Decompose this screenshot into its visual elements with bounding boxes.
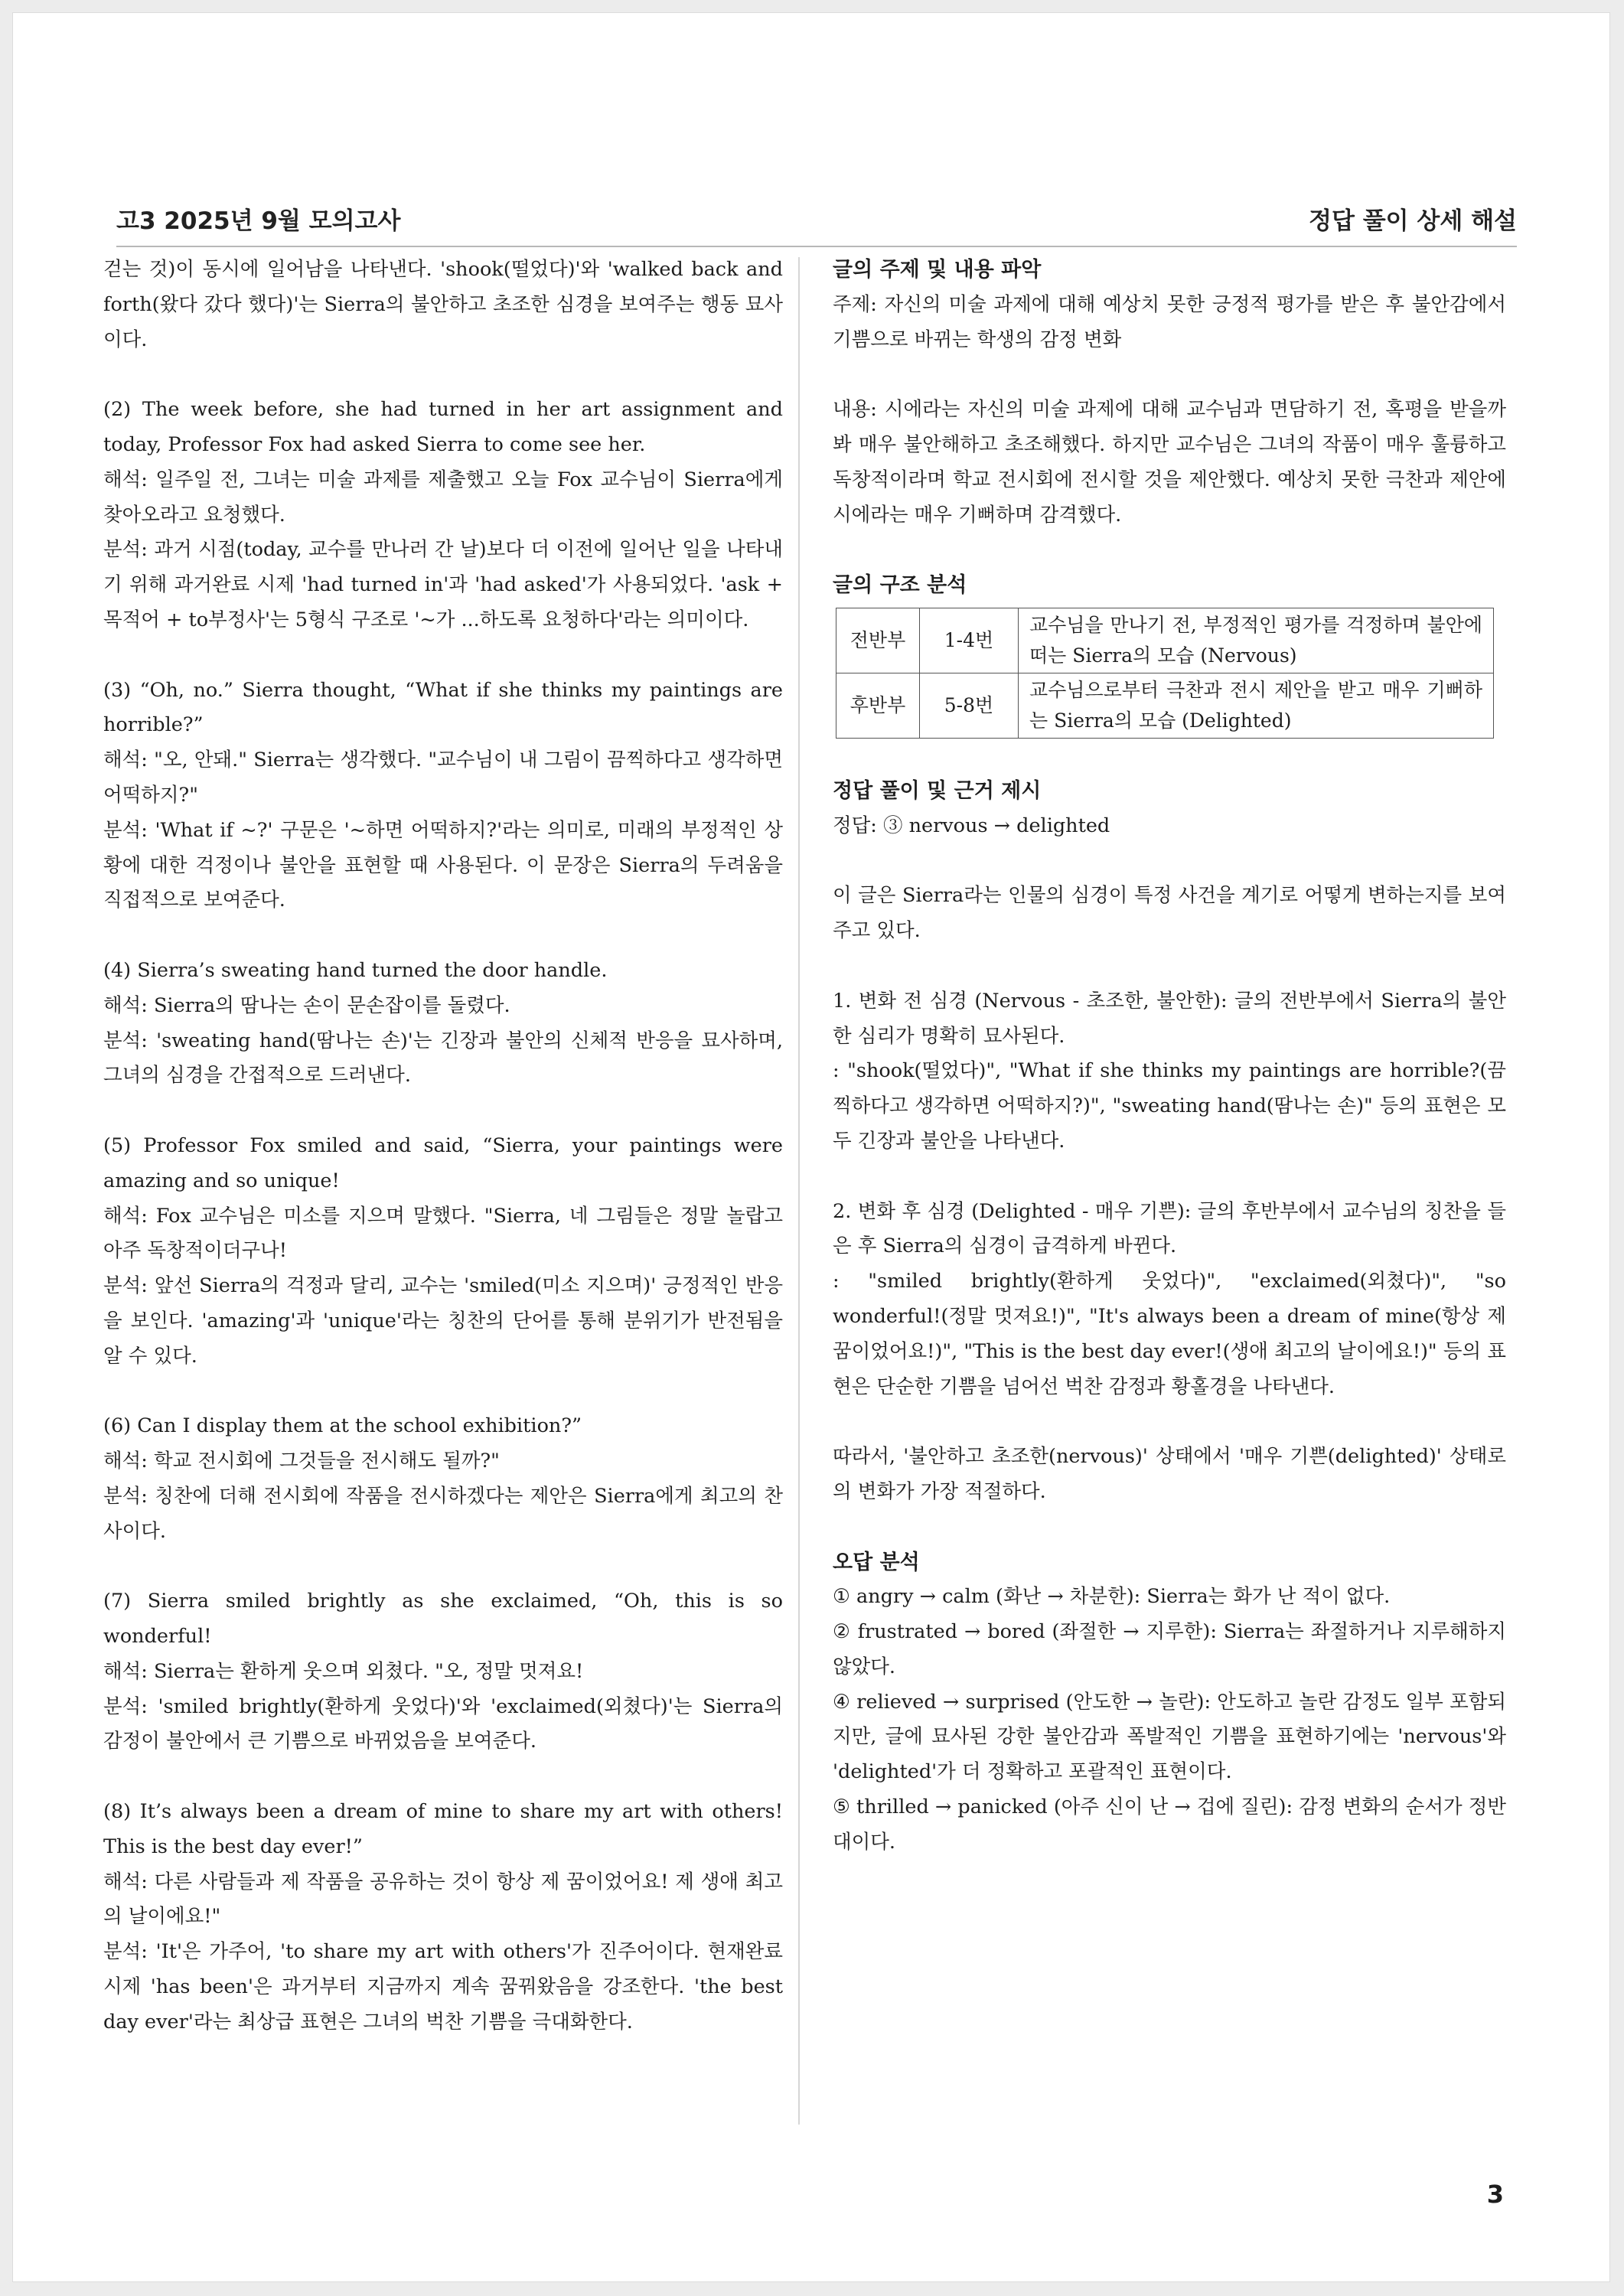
section-heading: 정답 풀이 및 근거 제시 [833, 778, 1042, 803]
translation: 해석: Sierra는 환하게 웃으며 외쳤다. "오, 정말 멋져요! [103, 1659, 584, 1683]
translation: 해석: 일주일 전, 그녀는 미술 과제를 제출했고 오늘 Fox 교수님이 Sierra에게 찾아오라고 요청했다. [103, 468, 783, 527]
table-cell-desc: 교수님을 만나기 전, 부정적인 평가를 걱정하며 불안에 떠는 Sierra의 모습 (Nervous) [1019, 608, 1494, 673]
content-section [833, 393, 1506, 533]
conclusion-text: 따라서, '불안하고 초조한(nervous)' 상태에서 '매우 기쁜(delighted)' 상태로의 변화가 가장 적절하다. [833, 1445, 1506, 1503]
page-number: 3 [1486, 2180, 1504, 2209]
wrong-item: ② frustrated → bored (좌절한 → 지루한): Sierra는 좌절하거나 지루해하지 않았다. [833, 1620, 1506, 1678]
structure-table [836, 608, 1494, 739]
page-header [116, 197, 1517, 247]
theme-section [833, 253, 1506, 357]
after-section [833, 1195, 1506, 1405]
sentence-block-8 [103, 1795, 783, 2040]
answer-line: 정답: ③ nervous → delighted [833, 814, 1110, 837]
sentence-block [103, 253, 783, 357]
english-sentence: (6) Can I display them at the school exhibition?” [103, 1414, 582, 1438]
table-cell-part: 후반부 [836, 673, 920, 738]
answer-intro [833, 879, 1506, 949]
english-sentence: (7) Sierra smiled brightly as she exclaimed, “Oh, this is so wonderful! [103, 1590, 783, 1649]
answer-section [833, 774, 1506, 844]
after-title: 2. 변화 후 심경 (Delighted - 매우 기쁜): 글의 후반부에서 교수님의 칭찬을 들은 후 Sierra의 심경이 급격하게 바뀐다. [833, 1199, 1506, 1258]
translation: 해석: Fox 교수님은 미소를 지으며 말했다. "Sierra, 네 그림들은 정말 놀랍고 아주 독창적이더구나! [103, 1204, 783, 1263]
after-body: : "smiled brightly(환하게 웃었다)", "exclaimed(외쳤다)", "so wonderful!(정말 멋져요!)", "It's always been a dream of mine(항상 제 꿈이었어요!)", "This is the best day ever!(생애 최고의 날이에요!)" 등의 표현은 단순한 기쁨을 넘어선 벅찬 감정과 황홀경을 나타낸다. [833, 1270, 1506, 1398]
analysis: 분석: 'It'은 가주어, 'to share my art with others'가 진주어이다. 현재완료 시제 'has been'은 과거부터 지금까지 계속 꿈꿔왔음을 강조한다. 'the best day ever'라는 최상급 표현은 그녀의 벅찬 기쁨을 극대화한다. [103, 1940, 783, 2033]
exam-title: 고3 2025년 9월 모의고사 [116, 207, 401, 235]
paragraph: 걷는 것)이 동시에 일어남을 나타낸다. 'shook(떨었다)'와 'walked back and forth(왔다 갔다 했다)'는 Sierra의 불안하고 초조한 심경을 보여주는 행동 묘사이다. [103, 258, 783, 351]
wrong-item: ⑤ thrilled → panicked (아주 신이 난 → 겁에 질린): 감정 변화의 순서가 정반대이다. [833, 1795, 1506, 1854]
sentence-block-4 [103, 954, 783, 1094]
section-title: 정답 풀이 상세 해설 [1309, 207, 1517, 235]
sentence-block-6 [103, 1409, 783, 1549]
wrong-answer-section [833, 1545, 1506, 1861]
structure-section [833, 568, 1506, 739]
column-divider [798, 257, 800, 2125]
analysis: 분석: 'smiled brightly(환하게 웃었다)'와 'exclaimed(외쳤다)'는 Sierra의 감정이 불안에서 큰 기쁨으로 바뀌었음을 보여준다. [103, 1694, 783, 1753]
before-title: 1. 변화 전 심경 (Nervous - 초조한, 불안한): 글의 전반부에서 Sierra의 불안한 심리가 명확히 묘사된다. [833, 989, 1506, 1048]
section-heading: 오답 분석 [833, 1550, 920, 1574]
table-cell-part: 전반부 [836, 608, 920, 673]
table-cell-range: 1-4번 [920, 608, 1019, 673]
english-sentence: (4) Sierra’s sweating hand turned the door handle. [103, 958, 608, 982]
analysis: 분석: 과거 시점(today, 교수를 만나러 간 날)보다 더 이전에 일어난 일을 나타내기 위해 과거완료 시제 'had turned in'과 'had asked'가 사용되었다. 'ask + 목적어 + to부정사'는 5형식 구조로 '~가 ...하도록 요청하다'라는 의미이다. [103, 538, 783, 631]
translation: 해석: "오, 안돼." Sierra는 생각했다. "교수님이 내 그림이 끔찍하다고 생각하면 어떡하지?" [103, 748, 783, 807]
right-column [833, 253, 1506, 1895]
topic-text: 주제: 자신의 미술 과제에 대해 예상치 못한 긍정적 평가를 받은 후 불안감에서 기쁨으로 바뀌는 학생의 감정 변화 [833, 292, 1506, 351]
analysis: 분석: 앞선 Sierra의 걱정과 달리, 교수는 'smiled(미소 지으며)' 긍정적인 반응을 보인다. 'amazing'과 'unique'라는 칭찬의 단어를 통해 분위기가 반전됨을 알 수 있다. [103, 1274, 783, 1368]
content-text: 내용: 시에라는 자신의 미술 과제에 대해 교수님과 면담하기 전, 혹평을 받을까 봐 매우 불안해하고 초조해했다. 하지만 교수님은 그녀의 작품이 매우 훌륭하고 독창적이라며 학교 전시회에 전시할 것을 제안했다. 예상치 못한 극찬과 제안에 시에라는 매우 기뻐하며 감격했다. [833, 398, 1506, 527]
section-heading: 글의 구조 분석 [833, 573, 967, 598]
intro-text: 이 글은 Sierra라는 인물의 심경이 특정 사건을 계기로 어떻게 변하는지를 보여주고 있다. [833, 884, 1506, 943]
sentence-block-2 [103, 393, 783, 638]
conclusion-section [833, 1440, 1506, 1510]
table-row [836, 673, 1494, 738]
left-column [103, 253, 783, 2075]
analysis: 분석: 칭찬에 더해 전시회에 작품을 전시하겠다는 제안은 Sierra에게 최고의 찬사이다. [103, 1484, 783, 1543]
sentence-block-3 [103, 673, 783, 919]
before-body: : "shook(떨었다)", "What if she thinks my paintings are horrible?(끔찍하다고 생각하면 어떡하지?)", "sweating hand(땀나는 손)" 등의 표현은 모두 긴장과 불안을 나타낸다. [833, 1059, 1506, 1153]
sentence-block-5 [103, 1129, 783, 1375]
english-sentence: (2) The week before, she had turned in her art assignment and today, Professor Fox had asked Sierra to come see her. [103, 398, 783, 456]
section-heading: 글의 주제 및 내용 파악 [833, 258, 1042, 282]
wrong-item: ① angry → calm (화난 → 차분한): Sierra는 화가 난 적이 없다. [833, 1585, 1391, 1609]
english-sentence: (8) It’s always been a dream of mine to share my art with others! This is the best day ever!” [103, 1800, 783, 1858]
english-sentence: (5) Professor Fox smiled and said, “Sierra, your paintings were amazing and so unique! [103, 1133, 783, 1192]
analysis: 분석: 'What if ~?' 구문은 '~하면 어떡하지?'라는 의미로, 미래의 부정적인 상황에 대한 걱정이나 불안을 표현할 때 사용된다. 이 문장은 Sierra의 두려움을 직접적으로 보여준다. [103, 818, 783, 912]
english-sentence: (3) “Oh, no.” Sierra thought, “What if she thinks my paintings are horrible?” [103, 678, 783, 737]
analysis: 분석: 'sweating hand(땀나는 손)'는 긴장과 불안의 신체적 반응을 묘사하며, 그녀의 심경을 간접적으로 드러낸다. [103, 1029, 783, 1088]
table-cell-range: 5-8번 [920, 673, 1019, 738]
table-cell-desc: 교수님으로부터 극찬과 전시 제안을 받고 매우 기뻐하는 Sierra의 모습 (Delighted) [1019, 673, 1494, 738]
translation: 해석: Sierra의 땀나는 손이 문손잡이를 돌렸다. [103, 993, 510, 1017]
translation: 해석: 다른 사람들과 제 작품을 공유하는 것이 항상 제 꿈이었어요! 제 생애 최고의 날이에요!" [103, 1870, 783, 1929]
table-row [836, 608, 1494, 673]
translation: 해석: 학교 전시회에 그것들을 전시해도 될까?" [103, 1450, 500, 1473]
before-section [833, 984, 1506, 1159]
wrong-item: ④ relieved → surprised (안도한 → 놀란): 안도하고 놀란 감정도 일부 포함되지만, 글에 묘사된 강한 불안감과 폭발적인 기쁨을 표현하기에는 'nervous'와 'delighted'가 더 정확하고 포괄적인 표현이다. [833, 1690, 1506, 1784]
sentence-block-7 [103, 1584, 783, 1760]
